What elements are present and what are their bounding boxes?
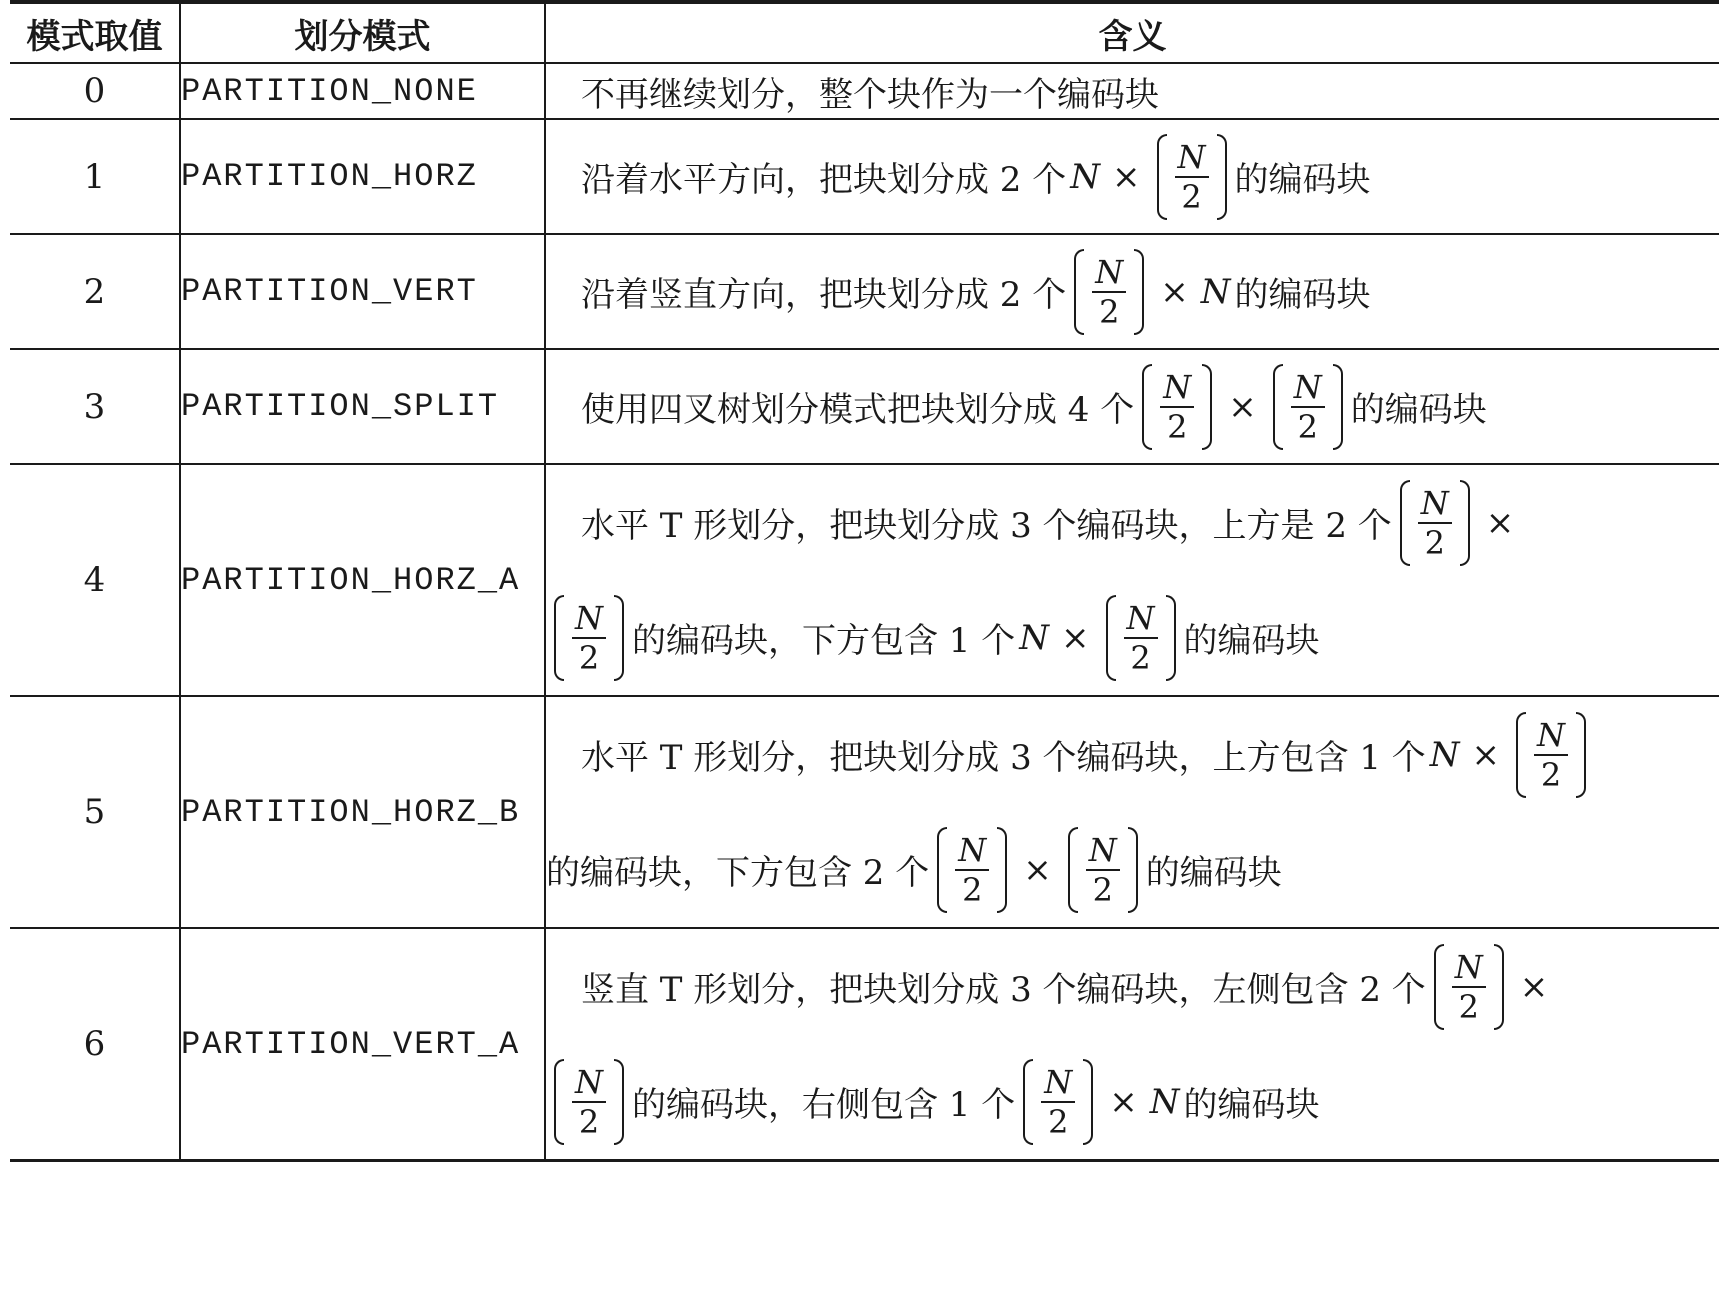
meaning-text: 的编码块 bbox=[1350, 390, 1487, 430]
meaning-text: 的编码块，下方包含 2 个 bbox=[546, 853, 930, 893]
fraction-denominator: 2 bbox=[578, 638, 600, 677]
mode-value: 1 bbox=[83, 156, 106, 197]
meaning-text: 的编码块 bbox=[1183, 1085, 1320, 1125]
fraction-n-over-2 bbox=[1516, 712, 1586, 798]
mode-meaning bbox=[545, 464, 1719, 696]
mode-meaning bbox=[545, 119, 1719, 234]
meaning-text: 沿着水平方向，把块划分成 2 个 bbox=[581, 160, 1067, 200]
fraction-numerator: N bbox=[1452, 948, 1486, 988]
times-sign: × bbox=[1023, 849, 1052, 890]
times-sign: × bbox=[1160, 271, 1189, 312]
left-paren bbox=[1074, 249, 1084, 335]
times-sign: × bbox=[1112, 156, 1141, 197]
meaning-text: 水平 T 形划分，把块划分成 3 个编码块，上方是 2 个 bbox=[581, 506, 1392, 546]
left-paren bbox=[554, 595, 564, 681]
right-paren bbox=[997, 827, 1007, 913]
fraction-denominator: 2 bbox=[1424, 523, 1445, 562]
meaning-line bbox=[546, 580, 1719, 695]
meaning-text: 竖直 T 形划分，把块划分成 3 个编码块，左侧包含 2 个 bbox=[581, 970, 1426, 1010]
header-meaning: 含义 bbox=[545, 2, 1719, 63]
fraction-numerator: N bbox=[1041, 1063, 1075, 1103]
fraction-denominator: 2 bbox=[1048, 1102, 1069, 1141]
meaning-text: 的编码块 bbox=[1183, 621, 1320, 661]
times-sign: × bbox=[1485, 502, 1515, 543]
left-paren bbox=[554, 1059, 564, 1145]
mode-name: PARTITION_HORZ bbox=[180, 119, 545, 234]
fraction-numerator: N bbox=[955, 831, 989, 871]
left-paren bbox=[1273, 364, 1283, 450]
meaning-text: 的编码块 bbox=[1234, 275, 1371, 315]
fraction-n-over-2 bbox=[1142, 364, 1212, 450]
fraction-denominator: 2 bbox=[1099, 292, 1120, 331]
right-paren bbox=[1460, 480, 1470, 566]
var-n: N bbox=[1070, 156, 1100, 197]
fraction-n-over-2 bbox=[1157, 134, 1227, 220]
fraction-numerator: N bbox=[1291, 368, 1325, 408]
fraction-n-over-2 bbox=[1434, 944, 1504, 1030]
meaning-text: 的编码块 bbox=[1234, 160, 1371, 200]
times-sign: × bbox=[1109, 1081, 1138, 1122]
meaning-line bbox=[546, 364, 1719, 450]
mode-meaning bbox=[545, 63, 1719, 119]
mode-value: 3 bbox=[83, 386, 106, 427]
fraction-n-over-2 bbox=[554, 595, 624, 681]
mode-name: PARTITION_VERT bbox=[180, 234, 545, 349]
right-paren bbox=[1576, 712, 1586, 798]
left-paren bbox=[1068, 827, 1078, 913]
fraction-denominator: 2 bbox=[1540, 755, 1562, 794]
right-paren bbox=[614, 595, 624, 681]
fraction-n-over-2 bbox=[1106, 595, 1176, 681]
mode-value: 6 bbox=[83, 1024, 106, 1064]
left-paren bbox=[1142, 364, 1152, 450]
times-sign: × bbox=[1471, 734, 1501, 775]
left-paren bbox=[1434, 944, 1444, 1030]
mode-name: PARTITION_HORZ_A bbox=[180, 464, 545, 696]
meaning-text: 的编码块，下方包含 1 个 bbox=[632, 621, 1016, 661]
table-row bbox=[10, 928, 1719, 1161]
meaning-text: 使用四叉树划分模式把块划分成 4 个 bbox=[581, 390, 1135, 430]
mode-value: 5 bbox=[83, 792, 106, 832]
meaning-text: 不再继续划分，整个块作为一个编码块 bbox=[581, 74, 1159, 115]
right-paren bbox=[1333, 364, 1343, 450]
left-paren bbox=[1157, 134, 1167, 220]
left-paren bbox=[1400, 480, 1410, 566]
fraction-numerator: N bbox=[1086, 831, 1120, 871]
fraction-denominator: 2 bbox=[1130, 638, 1151, 677]
fraction-n-over-2 bbox=[554, 1059, 624, 1145]
right-paren bbox=[1494, 944, 1504, 1030]
mode-meaning bbox=[545, 234, 1719, 349]
table-row bbox=[10, 234, 1719, 349]
fraction-denominator: 2 bbox=[1167, 407, 1188, 446]
fraction-denominator: 2 bbox=[1458, 987, 1479, 1026]
times-sign: × bbox=[1519, 966, 1549, 1007]
table-row bbox=[10, 349, 1719, 464]
times-sign: × bbox=[1061, 617, 1090, 658]
var-n: N bbox=[1200, 271, 1231, 312]
table-row bbox=[10, 464, 1719, 696]
fraction-denominator: 2 bbox=[1297, 407, 1318, 446]
meaning-line bbox=[546, 465, 1719, 580]
left-paren bbox=[1023, 1059, 1033, 1145]
fraction-n-over-2 bbox=[1068, 827, 1138, 913]
fraction-denominator: 2 bbox=[578, 1102, 600, 1141]
fraction-n-over-2 bbox=[937, 827, 1007, 913]
header-partition-mode: 划分模式 bbox=[180, 2, 545, 63]
right-paren bbox=[614, 1059, 624, 1145]
partition-mode-table bbox=[10, 0, 1719, 1162]
table-header-row bbox=[10, 2, 1719, 63]
table-row bbox=[10, 63, 1719, 119]
fraction-n-over-2 bbox=[1074, 249, 1144, 335]
times-sign: × bbox=[1228, 386, 1257, 427]
meaning-line bbox=[546, 249, 1719, 335]
meaning-text: 的编码块，右侧包含 1 个 bbox=[632, 1085, 1016, 1125]
right-paren bbox=[1217, 134, 1227, 220]
var-n: N bbox=[1019, 617, 1049, 658]
fraction-n-over-2 bbox=[1273, 364, 1343, 450]
fraction-numerator: N bbox=[1418, 484, 1452, 524]
left-paren bbox=[937, 827, 947, 913]
mode-name: PARTITION_NONE bbox=[180, 63, 545, 119]
left-paren bbox=[1106, 595, 1116, 681]
meaning-line bbox=[546, 134, 1719, 220]
meaning-text: 水平 T 形划分，把块划分成 3 个编码块，上方包含 1 个 bbox=[581, 738, 1426, 778]
right-paren bbox=[1134, 249, 1144, 335]
meaning-line bbox=[546, 1044, 1719, 1159]
right-paren bbox=[1128, 827, 1138, 913]
mode-meaning bbox=[545, 349, 1719, 464]
meaning-text: 沿着竖直方向，把块划分成 2 个 bbox=[581, 275, 1067, 315]
meaning-line bbox=[546, 812, 1719, 927]
mode-name: PARTITION_VERT_A bbox=[180, 928, 545, 1161]
fraction-numerator: N bbox=[1092, 253, 1126, 293]
mode-value: 4 bbox=[83, 560, 106, 600]
fraction-n-over-2 bbox=[1023, 1059, 1093, 1145]
fraction-numerator: N bbox=[572, 599, 606, 639]
right-paren bbox=[1166, 595, 1176, 681]
meaning-line bbox=[546, 697, 1719, 812]
mode-name: PARTITION_HORZ_B bbox=[180, 696, 545, 928]
fraction-denominator: 2 bbox=[962, 870, 983, 909]
table-row bbox=[10, 119, 1719, 234]
meaning-text: 的编码块 bbox=[1145, 853, 1282, 893]
fraction-numerator: N bbox=[1175, 138, 1209, 178]
mode-meaning bbox=[545, 928, 1719, 1161]
mode-name: PARTITION_SPLIT bbox=[180, 349, 545, 464]
right-paren bbox=[1202, 364, 1212, 450]
var-n: N bbox=[1429, 734, 1460, 775]
fraction-denominator: 2 bbox=[1092, 870, 1113, 909]
fraction-numerator: N bbox=[1124, 599, 1158, 639]
meaning-line bbox=[546, 929, 1719, 1044]
fraction-denominator: 2 bbox=[1181, 177, 1202, 216]
mode-value: 0 bbox=[83, 71, 106, 111]
var-n: N bbox=[1149, 1081, 1180, 1122]
fraction-numerator: N bbox=[1534, 716, 1568, 756]
fraction-numerator: N bbox=[572, 1063, 606, 1103]
table-row bbox=[10, 696, 1719, 928]
fraction-numerator: N bbox=[1160, 368, 1194, 408]
left-paren bbox=[1516, 712, 1526, 798]
right-paren bbox=[1083, 1059, 1093, 1145]
fraction-n-over-2 bbox=[1400, 480, 1470, 566]
mode-value: 2 bbox=[83, 271, 106, 312]
meaning-line bbox=[546, 67, 1719, 116]
mode-meaning bbox=[545, 696, 1719, 928]
header-mode-value: 模式取值 bbox=[26, 16, 163, 57]
